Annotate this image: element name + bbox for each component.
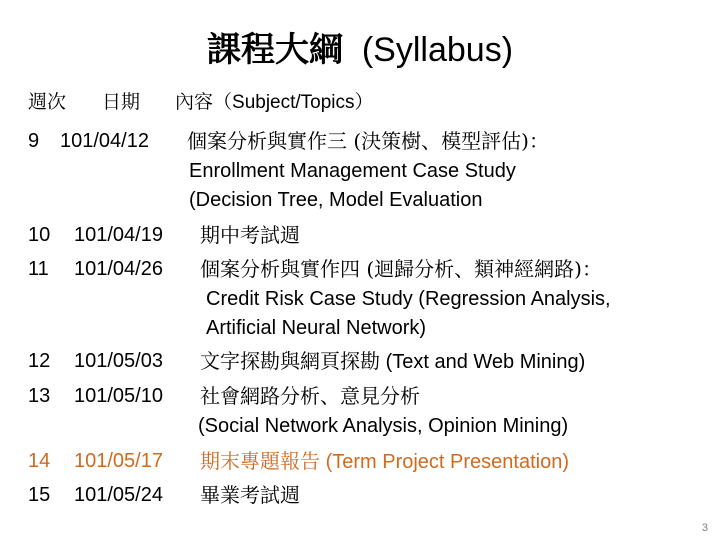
table-row bbox=[0, 381, 720, 411]
table-row bbox=[0, 480, 720, 510]
row-topic-en: (Social Network Analysis, Opinion Mining) bbox=[198, 415, 569, 437]
table-row bbox=[0, 254, 720, 284]
row-topic-zh: 社會網路分析、意見分析 bbox=[200, 384, 420, 408]
table-header bbox=[0, 87, 720, 117]
row-week: 12 bbox=[28, 350, 51, 372]
row-topic bbox=[200, 446, 569, 477]
row-week: 14 bbox=[28, 450, 51, 472]
header-content-zh: 內容（ bbox=[175, 91, 233, 113]
row-topic-en: (Term Project Presentation) bbox=[325, 451, 569, 473]
row-topic-zh: 文字探勘與網頁探勘 bbox=[200, 349, 380, 373]
row-week: 9 bbox=[28, 130, 40, 152]
title-chinese: 課程大綱 bbox=[206, 30, 343, 70]
row-topic-zh: 個案分析與實作四 (迴歸分析、類神經網路)： bbox=[200, 257, 602, 281]
header-content-close: ） bbox=[354, 91, 374, 113]
row-topic-en-line bbox=[0, 313, 720, 343]
header-content-en: Subject/Topics bbox=[232, 92, 355, 113]
header-date: 日期 bbox=[102, 91, 141, 113]
row-week: 10 bbox=[28, 224, 51, 246]
row-topic-zh: 個案分析與實作三 (決策樹、模型評估)： bbox=[187, 129, 549, 153]
page-number: 3 bbox=[701, 522, 708, 534]
row-topic-en: Enrollment Management Case Study bbox=[189, 160, 516, 182]
header-content bbox=[175, 87, 374, 118]
table-row bbox=[0, 346, 720, 376]
row-topic-zh: 期末專題報告 bbox=[200, 449, 320, 473]
row-week: 11 bbox=[28, 258, 49, 280]
header-week: 週次 bbox=[28, 91, 67, 113]
row-topic-zh: 畢業考試週 bbox=[200, 483, 300, 507]
title-english: (Syllabus) bbox=[361, 31, 514, 69]
row-topic-en-line bbox=[0, 185, 720, 215]
row-topic-en: (Text and Web Mining) bbox=[385, 351, 586, 373]
slide-title bbox=[0, 22, 720, 71]
row-topic-zh: 期中考試週 bbox=[200, 223, 300, 247]
row-topic-en: Credit Risk Case Study (Regression Analysis, bbox=[206, 288, 611, 310]
row-date: 101/04/12 bbox=[60, 130, 149, 152]
row-topic-en-line bbox=[0, 156, 720, 186]
table-row bbox=[0, 126, 720, 156]
row-topic-en: Artificial Neural Network) bbox=[206, 317, 427, 339]
table-row bbox=[0, 446, 720, 476]
row-date: 101/05/24 bbox=[74, 484, 163, 506]
row-date: 101/05/10 bbox=[74, 385, 163, 407]
row-date: 101/05/03 bbox=[74, 350, 163, 372]
row-topic-en-line bbox=[0, 411, 720, 441]
row-week: 13 bbox=[28, 385, 51, 407]
row-date: 101/05/17 bbox=[74, 450, 163, 472]
table-row bbox=[0, 220, 720, 250]
row-date: 101/04/26 bbox=[74, 258, 163, 280]
row-topic-en: (Decision Tree, Model Evaluation bbox=[189, 189, 483, 211]
row-topic bbox=[200, 346, 585, 377]
row-week: 15 bbox=[28, 484, 51, 506]
row-topic-en-line bbox=[0, 284, 720, 314]
row-date: 101/04/19 bbox=[74, 224, 163, 246]
